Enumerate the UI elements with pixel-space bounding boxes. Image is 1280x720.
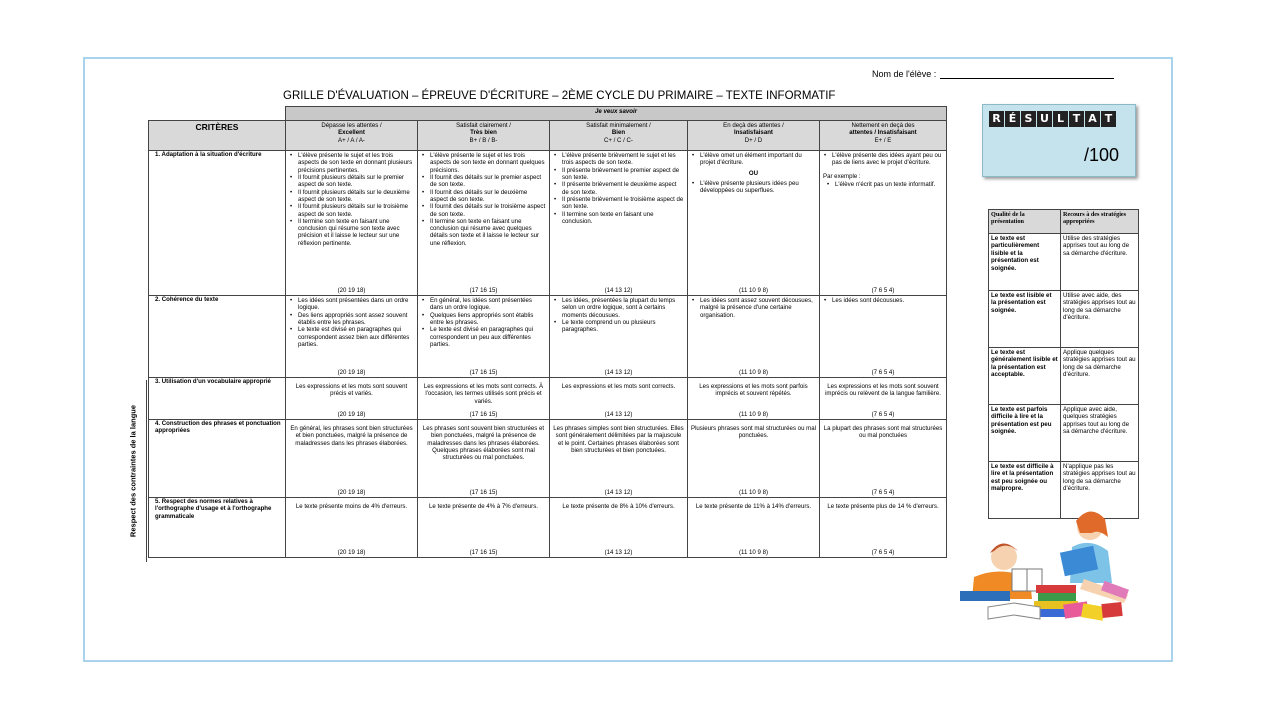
criterion-label: 2. Cohérence du texte — [149, 296, 286, 378]
criterion-cell — [820, 498, 947, 558]
cell-bullet: • L'élève présente des idées ayant peu ou pas de liens avec le projet d'écriture. — [823, 152, 943, 167]
criterion-cell — [418, 296, 550, 378]
criterion-cell — [286, 378, 418, 420]
presentation-strategy: Applique avec aide, quelques stratégies apprises tout au long de sa démarche d'écriture. — [1061, 405, 1139, 462]
criterion-cell — [418, 378, 550, 420]
criterion-label: 5. Respect des normes relatives à l'orthographe d'usage et à l'orthographe grammaticale — [149, 498, 286, 558]
criterion-cell — [550, 420, 688, 498]
presentation-quality: Le texte est lisible et la présentation est soignée. — [989, 291, 1061, 348]
cell-score: (20 19 18) — [337, 548, 366, 556]
criterion-row-4 — [149, 420, 947, 498]
cell-bullet-list — [421, 297, 546, 348]
cell-score: (20 19 18) — [337, 286, 366, 294]
cell-score: (11 10 9 8) — [738, 368, 769, 376]
criterion-cell — [820, 151, 947, 296]
presentation-header-quality: Qualité de la présentation — [989, 210, 1061, 234]
criterion-cell — [550, 378, 688, 420]
presentation-table — [988, 209, 1139, 519]
cell-text: Les expressions et les mots sont corrects. — [561, 383, 676, 390]
criterion-cell — [286, 296, 418, 378]
cell-score: (7 6 5 4) — [871, 488, 895, 496]
presentation-row — [989, 348, 1139, 405]
criterion-cell — [688, 151, 820, 296]
presentation-strategy: Utilise des stratégies apprises tout au long de sa démarche d'écriture. — [1061, 234, 1139, 291]
result-letter: L — [1053, 111, 1068, 127]
cell-score: (17 16 15) — [469, 368, 498, 376]
side-label — [120, 380, 147, 562]
cell-bullet-list — [823, 181, 943, 188]
cell-text: Le texte présente de 11% à 14% d'erreurs. — [695, 503, 812, 510]
cell-score: (14 13 12) — [604, 548, 633, 556]
presentation-row — [989, 234, 1139, 291]
column-header-line2: attentes / Insatisfaisant — [849, 129, 917, 137]
cell-bullet-list — [553, 152, 684, 225]
criterion-label: 4. Construction des phrases et ponctuation appropriées — [149, 420, 286, 498]
cell-bullet: • Il fournit plusieurs détails sur le troisième aspect de son texte. — [289, 203, 414, 218]
column-header-line1: Satisfait clairement / — [456, 122, 511, 129]
column-header-3 — [550, 121, 688, 151]
cell-bullet: • Il fournit plusieurs détails sur le deuxième aspect de son texte. — [289, 189, 414, 204]
column-header-grades: D+ / D — [744, 136, 763, 144]
result-letter: É — [1005, 111, 1020, 127]
column-header-line1: Dépasse les attentes / — [321, 122, 382, 129]
criterion-cell — [286, 151, 418, 296]
cell-text: Les phrases simples sont bien structurées. Elles sont généralement délimitées par la majuscule et le point. Certaines phrases élaborées sont bien structurées et bien ponctuées. — [553, 425, 684, 454]
criterion-cell — [418, 498, 550, 558]
cell-bullet: • Il termine son texte en faisant une conclusion qui résume son texte avec précision et il laisse le lecteur sur une réflexion pertinente. — [289, 218, 414, 247]
cell-score: (14 13 12) — [604, 488, 633, 496]
cell-score: (17 16 15) — [469, 410, 498, 418]
column-header-line2: Insatisfaisant — [734, 129, 773, 137]
cell-bullet: • Le texte est divisé en paragraphes qui correspondent assez bien aux différentes parties. — [289, 326, 414, 348]
cell-bullet: • L'élève présente brièvement le sujet et les trois aspects de son texte. — [553, 152, 684, 167]
criterion-row-1 — [149, 151, 947, 296]
cell-score: (14 13 12) — [604, 410, 633, 418]
cell-bullet: • Il présente brièvement le troisième aspect de son texte. — [553, 196, 684, 211]
presentation-quality: Le texte est particulièrement lisible et la présentation est soignée. — [989, 234, 1061, 291]
criterion-cell — [286, 498, 418, 558]
cell-score: (11 10 9 8) — [738, 488, 769, 496]
criterion-cell — [286, 420, 418, 498]
criterion-cell — [688, 420, 820, 498]
criterion-cell — [418, 420, 550, 498]
cell-bullet-list — [289, 152, 414, 247]
result-letter: R — [989, 111, 1004, 127]
cell-bullet: • Il fournit des détails sur le deuxième aspect de son texte. — [421, 189, 546, 204]
student-name-field[interactable] — [872, 69, 1114, 79]
cell-score: (11 10 9 8) — [738, 410, 769, 418]
side-label-text: Respect des contraintes de la langue — [128, 404, 138, 538]
result-box — [982, 104, 1136, 177]
result-score: /100 — [1083, 145, 1119, 165]
cell-score: (20 19 18) — [337, 368, 366, 376]
column-header-grades: C+ / C / C- — [604, 136, 633, 144]
column-header-grades: A+ / A / A- — [338, 136, 365, 144]
cell-text: Les expressions et les mots sont parfois imprécis et souvent répétés. — [699, 383, 808, 398]
children-reading-books-icon — [952, 507, 1142, 627]
presentation-header-row — [989, 210, 1139, 234]
cell-score: (20 19 18) — [337, 488, 366, 496]
cell-bullet: • Le texte comprend un ou plusieurs paragraphes. — [553, 319, 684, 334]
column-header-row — [149, 121, 947, 151]
cell-bullet: • L'élève n'écrit pas un texte informatif. — [826, 181, 943, 188]
cell-score: (20 19 18) — [337, 410, 366, 418]
cell-score: (17 16 15) — [469, 548, 498, 556]
cell-score: (17 16 15) — [469, 488, 498, 496]
column-header-line1: Nettement en deçà des — [851, 122, 915, 129]
criterion-cell — [820, 420, 947, 498]
criterion-cell — [820, 378, 947, 420]
cell-text: Le texte présente plus de 14 % d'erreurs. — [827, 503, 939, 510]
cell-text: La plupart des phrases sont mal structurées ou mal ponctuées — [823, 425, 943, 440]
criterion-label: 3. Utilisation d'un vocabulaire approprié — [149, 378, 286, 420]
cell-bullet-list — [289, 297, 414, 348]
banner-empty — [149, 107, 286, 121]
cell-bullet-list — [421, 152, 546, 247]
cell-bullet: • Des liens appropriés sont assez souvent établis entre les phrases. — [289, 312, 414, 327]
column-header-line2: Bien — [611, 129, 626, 137]
cell-bullet-list — [553, 297, 684, 334]
cell-text: Le texte présente de 8% à 10% d'erreurs. — [562, 503, 675, 510]
cell-score: (14 13 12) — [604, 368, 633, 376]
cell-bullet: • Il fournit plusieurs détails sur le premier aspect de son texte. — [289, 174, 414, 189]
cell-bullet: • Il fournit des détails sur le premier aspect de son texte. — [421, 174, 546, 189]
presentation-strategy: N'applique pas les stratégies apprises tout au long de sa démarche d'écriture. — [1061, 462, 1139, 519]
cell-bullet: • Il fournit des détails sur le troisième aspect de son texte. — [421, 203, 546, 218]
cell-bullet: • L'élève omet un élément important du projet d'écriture. — [691, 152, 816, 167]
banner: Je veux savoir — [286, 107, 947, 121]
cell-bullet: • Le texte est divisé en paragraphes qui correspondent un peu aux différentes parties. — [421, 326, 546, 348]
presentation-quality: Le texte est parfois difficile à lire et la présentation est peu soignée. — [989, 405, 1061, 462]
result-letter: S — [1021, 111, 1036, 127]
cell-text: Les expressions et les mots sont souvent imprécis ou relèvent de la langue familière. — [825, 383, 941, 398]
result-letter: T — [1101, 111, 1116, 127]
cell-score: (11 10 9 8) — [738, 548, 769, 556]
evaluation-grid — [148, 106, 947, 558]
banner-row — [149, 107, 947, 121]
cell-score: (14 13 12) — [604, 286, 633, 294]
cell-bullet: • Les idées sont assez souvent décousues, malgré la présence d'une certaine organisation. — [691, 297, 816, 319]
cell-bullet: • L'élève présente le sujet et les trois aspects de son texte en donnant quelques précisions. — [421, 152, 546, 174]
presentation-quality: Le texte est difficile à lire et la présentation est peu soignée ou malpropre. — [989, 462, 1061, 519]
cell-text: Les phrases sont souvent bien structurées et bien ponctuées, malgré la présence de maladresses dans les phrases élaborées. Quelques phrases élaborées sont mal structurées ou mal ponctuées. — [422, 425, 545, 462]
cell-score: (7 6 5 4) — [871, 368, 895, 376]
student-name-label: Nom de l'élève : — [872, 69, 937, 79]
presentation-row — [989, 291, 1139, 348]
cell-bullet: • Les idées sont décousues. — [823, 297, 943, 304]
cell-score: (11 10 9 8) — [738, 286, 769, 294]
criterion-cell — [820, 296, 947, 378]
cell-bullet-list — [691, 152, 816, 167]
document-title: GRILLE D'ÉVALUATION – ÉPREUVE D'ÉCRITURE – 2ÈME CYCLE DU PRIMAIRE – TEXTE INFORMATIF — [283, 90, 836, 102]
column-header-2 — [418, 121, 550, 151]
criterion-cell — [550, 151, 688, 296]
cell-bullet-list — [823, 297, 943, 304]
cell-text: Plusieurs phrases sont mal structurées ou mal ponctuées. — [691, 425, 816, 440]
criterion-cell — [418, 151, 550, 296]
column-header-line1: En deçà des attentes / — [723, 122, 784, 129]
cell-bullet: • Les idées, présentées la plupart du temps selon un ordre logique, sont à certains moments décousues. — [553, 297, 684, 319]
criterion-cell — [550, 296, 688, 378]
column-header-1 — [286, 121, 418, 151]
result-letter: A — [1085, 111, 1100, 127]
criterion-label: 1. Adaptation à la situation d'écriture — [149, 151, 286, 296]
cell-or: OU — [748, 169, 759, 177]
student-name-line[interactable] — [940, 70, 1114, 79]
cell-bullet: • Il termine son texte en faisant une conclusion qui résume avec quelques détails son texte et il laisse le lecteur sur une réflexion. — [421, 218, 546, 247]
cell-text: En général, les phrases sont bien structurées et bien ponctuées, malgré la présence de maladresses dans les phrases élaborées. — [290, 425, 413, 447]
column-header-line1: Satisfait minimalement / — [586, 122, 651, 129]
cell-bullet: • Il termine son texte en faisant une conclusion. — [553, 211, 684, 226]
cell-text: Les expressions et les mots sont souvent précis et variés. — [295, 383, 408, 398]
criterion-cell — [550, 498, 688, 558]
presentation-quality: Le texte est généralement lisible et la présentation est acceptable. — [989, 348, 1061, 405]
cell-bullet-list — [691, 180, 816, 195]
cell-text: Le texte présente de 4% à 7% d'erreurs. — [429, 503, 538, 510]
column-header-line2: Très bien — [470, 129, 497, 137]
result-letter: T — [1069, 111, 1084, 127]
cell-bullet: • Il présente brièvement le premier aspect de son texte. — [553, 167, 684, 182]
criterion-row-2 — [149, 296, 947, 378]
cell-example: Par exemple : — [823, 172, 861, 180]
presentation-strategy: Utilise avec aide, des stratégies apprises tout au long de sa démarche d'écriture. — [1061, 291, 1139, 348]
column-header-5 — [820, 121, 947, 151]
cell-bullet: • Les idées sont présentées dans un ordre logique. — [289, 297, 414, 312]
criterion-row-3 — [149, 378, 947, 420]
column-header-grades: E+ / E — [874, 136, 892, 144]
cell-score: (7 6 5 4) — [871, 548, 895, 556]
cell-bullet: • En général, les idées sont présentées dans un ordre logique. — [421, 297, 546, 312]
cell-bullet: • Quelques liens appropriés sont établis entre les phrases. — [421, 312, 546, 327]
cell-bullet: • L'élève présente plusieurs idées peu développées ou superflues. — [691, 180, 816, 195]
presentation-strategy: Applique quelques stratégies apprises tout au long de sa démarche d'écriture. — [1061, 348, 1139, 405]
cell-text: Les expressions et les mots sont corrects. À l'occasion, les termes utilisés sont précis et variés. — [423, 383, 544, 405]
column-header-line2: Excellent — [338, 129, 365, 137]
criteria-header: CRITÈRES — [149, 121, 286, 151]
criterion-row-5 — [149, 498, 947, 558]
presentation-row — [989, 405, 1139, 462]
column-header-4 — [688, 121, 820, 151]
cell-text: Le texte présente moins de 4% d'erreurs. — [295, 503, 408, 510]
result-letter: U — [1037, 111, 1052, 127]
column-header-grades: B+ / B / B- — [469, 136, 498, 144]
presentation-header-strategies: Recours à des stratégies appropriées — [1061, 210, 1139, 234]
result-title — [989, 111, 1116, 127]
criterion-cell — [688, 296, 820, 378]
criterion-cell — [688, 498, 820, 558]
cell-bullet-list — [823, 152, 943, 167]
criterion-cell — [688, 378, 820, 420]
cell-bullet: • L'élève présente le sujet et les trois aspects de son texte en donnant plusieurs précisions pertinentes. — [289, 152, 414, 174]
cell-score: (7 6 5 4) — [871, 286, 895, 294]
cell-score: (7 6 5 4) — [871, 410, 895, 418]
cell-bullet: • Il présente brièvement le deuxième aspect de son texte. — [553, 181, 684, 196]
cell-score: (17 16 15) — [469, 286, 498, 294]
cell-bullet-list — [691, 297, 816, 319]
